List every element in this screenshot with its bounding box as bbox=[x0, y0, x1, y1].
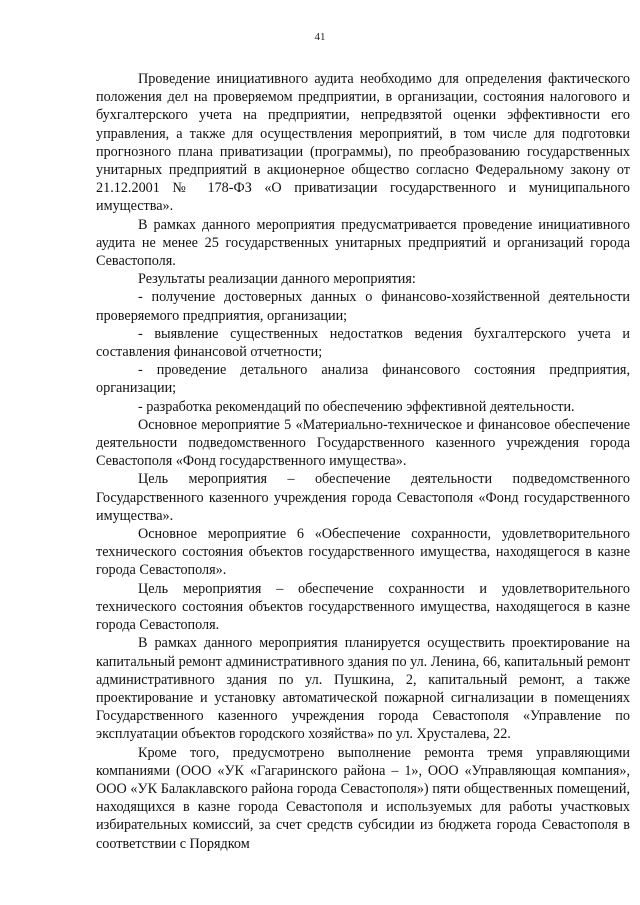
paragraph-measure-5: Основное мероприятие 5 «Материально-техническое и финансовое обеспечение деятельности подведомственного Государственного казенного учреждения города Севастополя «Фонд государственного имущества». bbox=[96, 416, 630, 470]
paragraph-measure-5-goal: Цель мероприятия – обеспечение деятельности подведомственного Государственного казенного учреждения города Севастополя «Фонд государственного имущества». bbox=[96, 471, 630, 524]
list-item-result: - выявление существенных недостатков ведения бухгалтерского учета и составления финансовой отчетности; bbox=[96, 325, 630, 361]
paragraph-results-heading: Результаты реализации данного мероприятия: bbox=[138, 271, 416, 288]
paragraph-audit-purpose: Проведение инициативного аудита необходимо для определения фактического положения дел на проверяемом предприятии, в организации, состояния налогового и бухгалтерского учета на предприятии, непредвзятой оценки эффективности его управления, а также для осуществления мероприятий, в том числе для подготовки прогнозного плана приватизации (программы), по преобразованию государственных унитарных предприятий в акционерное общество согласно Федеральному закону от 21.12.2001 № 178-ФЗ «О приватизации государственного и муниципального имущества». bbox=[96, 71, 630, 215]
paragraph-audit-scope: В рамках данного мероприятия предусматривается проведение инициативного аудита не менее 25 государственных унитарных предприятий и организаций города Севастополя. bbox=[96, 216, 630, 270]
list-item-result: - проведение детального анализа финансового состояния предприятия, организации; bbox=[96, 362, 630, 397]
paragraph-measure-6-plan: В рамках данного мероприятия планируется осуществить проектирование на капитальный ремонт административного здания по ул. Ленина, 66, капитальный ремонт административного здания по ул. Пушкина, 2, капитальный ремонт, а также проектирование и установку автоматической пожарной сигнализации в помещениях Государственного казенного учреждения города Севастополя «Управление по эксплуатации объектов городского хозяйства» по ул. Хрусталева, 22. bbox=[96, 635, 630, 743]
paragraph-repairs: Кроме того, предусмотрено выполнение ремонта тремя управляющими компаниями (ООО «УК «Гагаринского района – 1», ООО «Управляющая компания», ООО «УК Балаклавского района города Севастополя») пяти общественных помещений, находящихся в казне города Севастополя и используемых для работы участковых избирательных комиссий, за счет средств субсидии из бюджета города Севастополя в соответствии с Порядком bbox=[96, 744, 630, 852]
document-body bbox=[96, 70, 630, 853]
paragraph-measure-6: Основное мероприятие 6 «Обеспечение сохранности, удовлетворительного технического состояния объектов государственного имущества, находящегося в казне города Севастополя». bbox=[96, 526, 630, 579]
page-number: 41 bbox=[314, 31, 326, 43]
list-item-result: - получение достоверных данных о финансово-хозяйственной деятельности проверяемого предприятия, организации; bbox=[96, 289, 630, 324]
paragraph-measure-6-goal: Цель мероприятия – обеспечение сохранности и удовлетворительного технического состояния объектов государственного имущества, находящегося в казне города Севастополя. bbox=[96, 580, 630, 634]
list-item-result: - разработка рекомендаций по обеспечению эффективной деятельности. bbox=[138, 398, 575, 415]
